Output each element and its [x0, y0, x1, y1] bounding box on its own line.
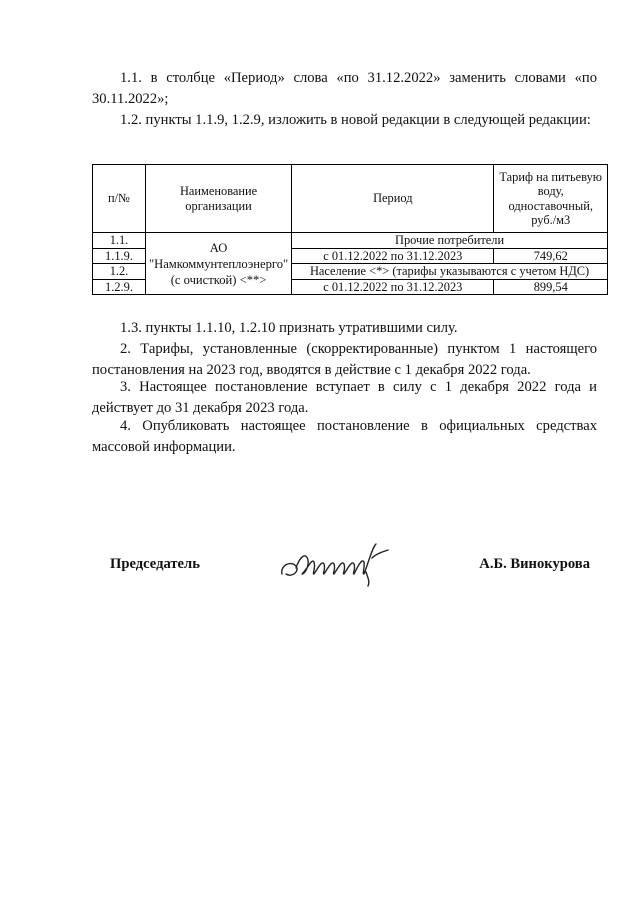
table-header-row: [93, 165, 608, 233]
row-tariff: 899,54: [494, 279, 608, 295]
row-period: Прочие потребители: [292, 233, 608, 249]
row-num: 1.1.: [93, 233, 146, 249]
tariff-table: [92, 164, 608, 295]
handwritten-signature: [276, 538, 396, 588]
org-name-cell: АО "Намкоммунтеплоэнерго" (с очисткой) <**>: [145, 233, 291, 295]
paragraph-1-2: 1.2. пункты 1.1.9, 1.2.9, изложить в новой редакции в следующей редакции:: [120, 112, 591, 128]
row-tariff: 749,62: [494, 248, 608, 264]
row-period: Население <*> (тарифы указываются с учетом НДС): [292, 264, 608, 280]
row-num: 1.2.9.: [93, 279, 146, 295]
row-period: с 01.12.2022 по 31.12.2023: [292, 279, 494, 295]
signature-block: [110, 554, 590, 594]
paragraph-2: 2. Тарифы, установленные (скорректированные) пунктом 1 настоящего постановления на 2023 год, вводятся в действие с 1 декабря 2022 года.: [92, 341, 597, 378]
paragraph-4: 4. Опубликовать настоящее постановление в официальных средствах массовой информации.: [92, 418, 597, 455]
table-row: [93, 233, 608, 249]
signatory-name: А.Б. Винокурова: [479, 556, 590, 572]
row-num: 1.1.9.: [93, 248, 146, 264]
header-tariff: Тариф на питьевую воду, одноставочный, руб./м3: [494, 165, 608, 233]
paragraph-1-1: 1.1. в столбце «Период» слова «по 31.12.2022» заменить словами «по 30.11.2022»;: [92, 70, 597, 107]
paragraph-1-3: 1.3. пункты 1.1.10, 1.2.10 признать утратившими силу.: [120, 320, 458, 336]
header-num: п/№: [93, 165, 146, 233]
row-period: с 01.12.2022 по 31.12.2023: [292, 248, 494, 264]
signatory-position: Председатель: [110, 556, 200, 572]
header-org: Наименование организации: [145, 165, 291, 233]
row-num: 1.2.: [93, 264, 146, 280]
header-period: Период: [292, 165, 494, 233]
paragraph-3: 3. Настоящее постановление вступает в силу с 1 декабря 2022 года и действует до 31 декабря 2023 года.: [92, 379, 597, 416]
